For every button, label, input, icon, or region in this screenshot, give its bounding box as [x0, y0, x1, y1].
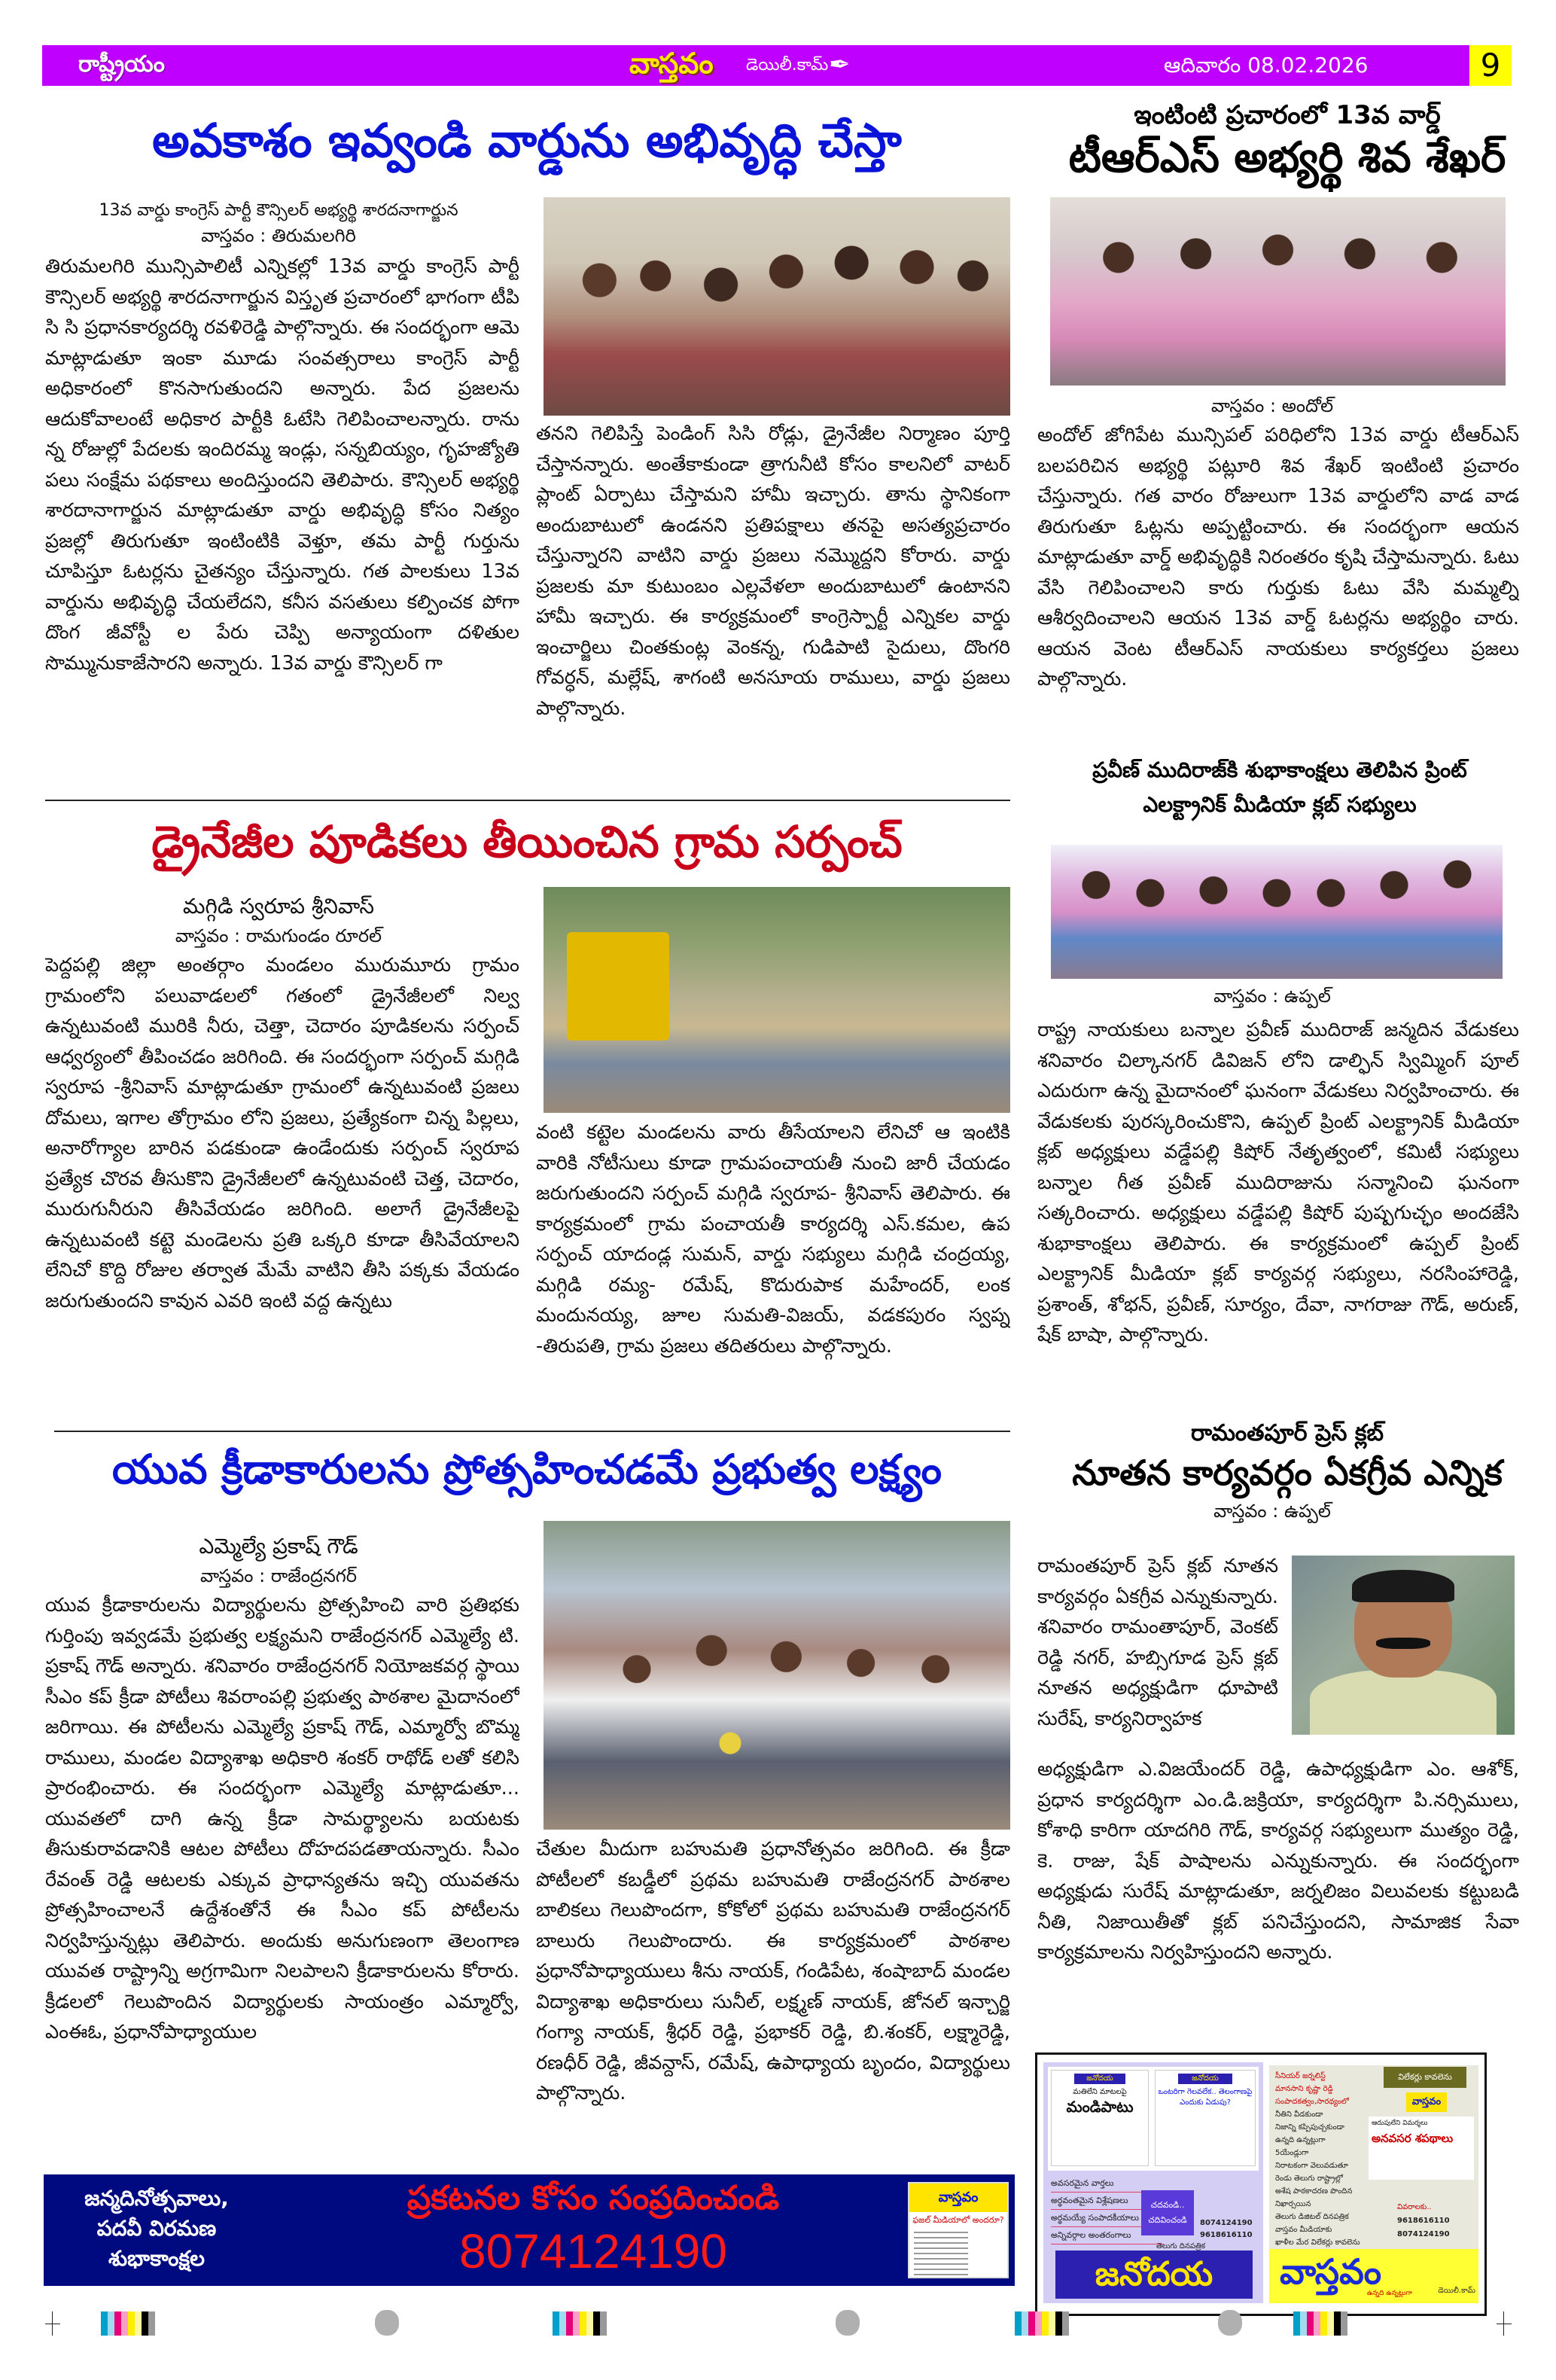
- ad-newspaper-thumbnail: [908, 2182, 1009, 2278]
- registration-oval: [375, 2310, 399, 2336]
- janodaya-paper-2-logo: జనోదయ: [1178, 2074, 1232, 2084]
- article-1-headline: అవకాశం ఇవ్వండి వార్డును అభివృద్ధి చేస్తా: [152, 113, 902, 168]
- janodaya-phone[interactable]: 8074124190: [1200, 2219, 1253, 2227]
- article-6-photo: [544, 1521, 1010, 1830]
- janodaya-paper-1-kicker: మతిలేని మాటలపై: [1073, 2088, 1127, 2096]
- vastavam-logo-text: వాస్తవం: [1280, 2251, 1382, 2292]
- vastavam-line: నీతిని వీడకుండా: [1275, 2110, 1323, 2119]
- crop-mark-icon: [45, 2311, 60, 2336]
- vastavam-wanted-badge: విలేకర్లు కావలెను: [1384, 2067, 1466, 2088]
- newspaper-logo: వాస్తవం: [629, 47, 714, 80]
- article-2-headline: టీఆర్ఎస్ అభ్యర్థి శివ శేఖర్: [1068, 133, 1506, 182]
- divider: [54, 1431, 1010, 1432]
- article-6-body-col2: చేతుల మీదుగా బహుమతి ప్రధానోత్సవం జరిగింది. ఈ క్రీడా పోటీలలో కబడ్డీలో ప్రథమ బహుమతి రాజేంద్రనగర్ పాఠశాల బాలికలు గెలుపొందగా, కోకోలో ప్రథమ బహుమతి రాజేంద్రనగర్ బాలురు గెలుపొందారు. ఈ కార్యక్రమంలో పాఠశాల ప్రధానోపాధ్యాయులు శీను నాయక్, గండిపేట, శంషాబాద్ మండల విద్యాశాఖ అధికారులు సునీల్, లక్ష్మణ్ నాయక్, జోనల్ ఇన్చార్జి గంగ్యా నాయక్, శ్రీధర్ రెడ్డి, ప్రభాకర్ రెడ్డి, బి.శంకర్, లక్ష్మారెడ్డి, రణధీర్ రెడ్డి, జీవన్దాస్, రమేష్, ఉపాధ్యాయ బృందం, విద్యార్థులు పాల్గొన్నారు.: [536, 1838, 1010, 2104]
- article-5-body-beside-photo: రామంతపూర్ ప్రెస్ క్లబ్ నూతన కార్యవర్గం ఏకగ్రీవ ఎన్నుకున్నారు. శనివారం రామంతాపూర్, వెంకట్ రెడ్డి నగర్, హబ్సిగూడ ప్రెస్ క్లబ్ నూతన అధ్యక్షుడిగా ధూపాటి సురేష్, కార్యనిర్వాహక: [1037, 1555, 1278, 1730]
- pen-nib-icon: ✒: [829, 50, 851, 80]
- ad-occasion-line: శుభాకాంక్షల: [108, 2246, 205, 2271]
- janodaya-paper-2-headline: ఒంటరిగా గెలవలేక.. తెలంగాణపై ఎందుకు ఏడుపు?: [1158, 2088, 1253, 2107]
- article-4-dateline: వాస్తవం : రామగుండం రూరల్: [175, 925, 382, 946]
- article-4-headline: డ్రైనేజీల పూడికలు తీయించిన గ్రామ సర్పంచ్: [151, 816, 903, 867]
- masthead: [42, 45, 1512, 86]
- ad-thumb-logo: వాస్తవం: [909, 2183, 1007, 2212]
- article-3-photo: [1051, 845, 1503, 979]
- article-1-subhead: 13వ వార్డు కాంగ్రెస్ పార్టీ కౌన్సిలర్ అభ్యర్థి శారదనాగార్జున: [99, 201, 458, 220]
- article-3-body: రాష్ట్ర నాయకులు బన్నాల ప్రవీణ్ ముదిరాజ్ జన్మదిన వేడుకలు శనివారం చిల్కానగర్ డివిజన్ లోని డాల్ఫిన్ స్విమ్మింగ్ పూల్ ఎదురుగా ఉన్న మైదానంలో ఘనంగా వేడుకలు నిర్వహించారు. ఈ వేడుకలకు పురస్కరించుకొని, ఉప్పల్ ప్రింట్ ఎలక్ట్రానిక్ మీడియా క్లబ్ అధ్యక్షులు వడ్డేపల్లి కిషోర్ నేతృత్వంలో, కమిటీ సభ్యులు బన్నాల గీత ప్రవీణ్ ముదిరాజును సన్మానించి ఘనంగా సత్కరించారు. అధ్యక్షులు వడ్డేపల్లి కిషోర్ పుష్పగుచ్ఛం అందజేసి శుభాకాంక్షలు తెలిపారు. ఈ కార్యక్రమంలో ఉప్పల్ ప్రింట్ ఎలక్ట్రానిక్ మీడియా క్లబ్ కార్యవర్గ సభ్యులు, నరసింహారెడ్డి, ప్రశాంత్, శోభన్, ప్రవీణ్, సూర్యం, దేవా, నాగరాజు గౌడ్, అరుణ్, షేక్ బాషా, పాల్గొన్నారు.: [1037, 1019, 1519, 1346]
- janodaya-feature: అవసరమైన వార్తలు: [1051, 2175, 1164, 2193]
- vastavam-news-kicker: ఆదుపులేని విమర్శలు: [1372, 2119, 1428, 2127]
- article-1-body-col1: తిరుమలగిరి మున్సిపాలిటీ ఎన్నికల్లో 13వ వార్డు కాంగ్రెస్ పార్టీ కౌన్సిలర్ అభ్యర్థి శారదనాగార్జున విస్తృత ప్రచారంలో భాగంగా టీపి సి సి ప్రధానకార్యదర్శి రవళిరెడ్డి పాల్గొన్నారు. ఈ సందర్భంగా ఆమె మాట్లాడుతూ ఇంకా మూడు సంవత్సరాలు కాంగ్రెస్ పార్టీ అధికారంలో కొనసాగుతుందని అన్నారు. పేద ప్రజలను ఆదుకోవాలంటే అధికార పార్టీకి ఓటేసి గెలిపించాలన్నారు. రాను న్న రోజుల్లో పేదలకు ఇందిరమ్మ ఇండ్లు, సన్నబియ్యం, గృహజ్యోతి పలు సంక్షేమ పథకాలు అందిస్తుందని తెలిపారు. కౌన్సిలర్ అభ్యర్థి శారదానాగార్జున మాట్లాడుతూ వార్డు అభివృద్ధి కోసం నిత్యం ప్రజల్లో తిరుగుతూ ఇంటింటికి వెళ్తూ, తమ పార్టీ గుర్తును చూపిస్తూ ఓటర్లను చైతన్యం చేస్తున్నారు. గత పాలకులు 13వ వార్డును అభివృద్ధి చేయలేదని, కనీస వసతులు కల్పించక పోగా దొంగ జీవోస్టీ ల పేరు చెప్పి అన్యాయంగా దళితుల సొమ్మునుకాజేసారని అన్నారు. 13వ వార్డు కౌన్సిలర్ గా: [45, 255, 519, 675]
- vastavam-line: అశేష పాఠకాదరణ పొందిన: [1275, 2187, 1353, 2196]
- article-2-kicker: ఇంటింటి ప్రచారంలో 13వ వార్డ్: [1134, 100, 1441, 130]
- ad-phone-number[interactable]: 8074124190: [459, 2224, 727, 2278]
- janodaya-logo: జనోదయ: [1055, 2250, 1253, 2299]
- vastavam-line: సీనియర్ జర్నలిస్ట్: [1275, 2072, 1326, 2080]
- registration-oval: [836, 2310, 860, 2336]
- janodaya-paper-1: [1051, 2070, 1149, 2166]
- janodaya-label: తెలుగు దినపత్రిక: [1156, 2242, 1206, 2250]
- article-3-dateline: వాస్తవం : ఉప్పల్: [1213, 986, 1331, 1007]
- janodaya-paper-2: [1155, 2070, 1256, 2166]
- article-4-body-col1: పెద్దపల్లి జిల్లా అంతర్గాం మండలం మురుమూరు గ్రామం గ్రామంలోని పలువాడలలో గతంలో డ్రైనేజీలలో నిల్వ ఉన్నటువంటి మురికి నీరు, చెత్తా, చెదారం పూడికలను సర్పంచ్ ఆధ్వర్యంలో తీపించడం జరిగింది. ఈ సందర్భంగా సర్పంచ్ మగ్గిడి స్వరూప -శ్రీనివాస్ మాట్లాడుతూ గ్రామంలో ఉన్నటువంటి ప్రజలు దోమలు, ఇగాల తోగ్రామం లోని ప్రజలు, ప్రత్యేకంగా చిన్న పిల్లలు, అనారోగ్యాల బారిన పడకుండా ఉండేందుకు సర్పంచ్ స్వరూప ప్రత్యేక చొరవ తీసుకొని డ్రైనేజీలలో ఉన్నటువంటి చెత్త, చెదారం, మురుగునీరుని తీసివేయడం జరిగింది. అలాగే డ్రైనేజీలపై ఉన్నటువంటి కట్టె మండెలను ప్రతి ఒక్కరి కూడా తీసివేయాలని లేనిచో కొద్ది రోజుల తర్వాత మేమే వాటిని తీసి పక్కకు వేయడం జరుగుతుందని కావున ఎవరి ఇంటి వద్ద ఉన్నటు: [45, 954, 519, 1312]
- article-5-dateline: వాస్తవం : ఉప్పల్: [1213, 1501, 1331, 1522]
- vastavam-tagline: ఉన్నది ఉన్నట్లుగా: [1367, 2290, 1412, 2297]
- color-bar: [101, 2311, 155, 2336]
- article-1-dateline: వాస్తవం : తిరుమలగిరి: [201, 225, 356, 246]
- article-6-dateline: వాస్తవం : రాజేంద్రనగర్: [199, 1565, 358, 1586]
- advertisement-banner: [44, 2174, 1015, 2286]
- article-1-photo: [544, 197, 1010, 416]
- vastavam-line: ఖాళీల మేర విలేకర్లు కావలెను: [1275, 2238, 1360, 2247]
- janodaya-read-callout: చదవండి.. చదివించండి: [1141, 2190, 1194, 2235]
- article-6-body-col1: యువ క్రీడాకారులను విద్యార్థులను ప్రోత్సహించి వారి ప్రతిభకు గుర్తింపు ఇవ్వడమే ప్రభుత్వ లక్ష్యమని రాజేంద్రనగర్ ఎమ్మెల్యే టి. ప్రకాష్ గౌడ్ అన్నారు. శనివారం రాజేంద్రనగర్ నియోజకవర్గ స్థాయి సీఎం కప్ క్రీడా పోటీలు శివరాంపల్లి ప్రభుత్వ పాఠశాల మైదానంలో జరిగాయి. ఈ పోటీలను ఎమ్మెల్యే ప్రకాష్ గౌడ్, ఎమ్మార్వో బొమ్మ రాములు, మండల విద్యాశాఖ అధికారి శంకర్ రాథోడ్ లతో కలిసి ప్రారంభించారు. ఈ సందర్భంగా ఎమ్మెల్యే మాట్లాడుతూ... యువతలో దాగి ఉన్న క్రీడా సామర్థ్యాలను బయటకు తీసుకురావడానికి ఆటల పోటీలు దోహదపడతాయన్నారు. సీఎం రేవంత్ రెడ్డి ఆటలకు ఎక్కువ ప్రాధాన్యతను ఇచ్చి యువతను ప్రోత్సహించాలనే ఉద్దేశంతోనే ఈ సీఎం కప్ పోటీలను నిర్వహిస్తున్నట్లు తెలిపారు. అందుకు అనుగుణంగా తెలంగాణ యువత రాష్ట్రాన్ని అగ్రగామిగా నిలపాలని క్రీడాకారులను కోరారు. క్రీడలలో గెలుపొందిన విద్యార్థులకు సాయంత్రం ఎమ్మార్వో, ఎంఈఓ, ప్రధానోపాధ్యాయుల: [45, 1594, 519, 2043]
- vastavam-line: నిఖార్సయిన: [1275, 2200, 1311, 2208]
- janodaya-ad: [1043, 2062, 1263, 2303]
- vastavam-news-clip: [1369, 2116, 1474, 2180]
- janodaya-feature: అన్నివర్గాల అంతరంగాలు: [1051, 2227, 1164, 2244]
- vastavam-line: 5యేండ్లుగా: [1275, 2149, 1309, 2157]
- ad-occasions: [66, 2183, 247, 2274]
- registration-oval: [1218, 2310, 1242, 2336]
- vastavam-contact: [1397, 2201, 1450, 2241]
- article-5-portrait-photo: [1292, 1556, 1515, 1735]
- article-4-photo: [544, 887, 1010, 1113]
- article-3-headline: ప్రవీణ్ ముదిరాజ్‌కి శుభాకాంక్షలు తెలిపిన ప్రింట్ ఎలక్ట్రానిక్ మీడియా క్లబ్ సభ్యులు: [1092, 757, 1467, 817]
- janodaya-phones: [1200, 2217, 1253, 2241]
- article-4-subhead: మగ్గిడి స్వరూప శ్రీనివాస్: [182, 894, 375, 919]
- vastavam-ad-text: [1275, 2070, 1373, 2249]
- ad-occasion-line: పదవీ విరమణ: [96, 2216, 217, 2241]
- newspaper-logo-sub: డెయిలీ.కామ్: [746, 56, 829, 75]
- vastavam-line: నిజాన్ని కప్పిపుచ్చకుండా: [1275, 2123, 1344, 2132]
- ad-thumb-text-lines: [914, 2232, 968, 2277]
- color-bar: [1015, 2311, 1069, 2336]
- ad-occasion-line: జన్మదినోత్సవాలు,: [84, 2186, 229, 2211]
- article-4-body-col2: వంటి కట్టెల మండలను వారు తీసేయాలని లేనిచో ఆ ఇంటికి వారికి నోటీసులు కూడా గ్రామపంచాయతీ నుంచి జారీ చేయడం జరుగుతుందని సర్పంచ్ మగ్గిడి స్వరూప- శ్రీనివాస్ తెలిపారు. ఈ కార్యక్రమంలో గ్రామ పంచాయతీ కార్యదర్శి ఎస్.కమల, ఉప సర్పంచ్ యాదండ్ల సుమన్, వార్డు సభ్యులు మగ్గిడి చంద్రయ్య, మగ్గిడి రమ్య- రమేష్, కొదురుపాక మహేందర్, లంక మందునయ్య, జూల సుమతి-విజయ్, వడకపురం స్వప్న -తిరుపతి, గ్రామ ప్రజలు తదితరులు పాల్గొన్నారు.: [536, 1121, 1010, 1358]
- janodaya-paper-1-headline: మండిపాటు: [1066, 2098, 1134, 2116]
- vastavam-line: రెండు తెలుగు రాష్ట్రాల్లో: [1275, 2174, 1343, 2183]
- article-1-body-col2: తనని గెలిపిస్తే పెండింగ్ సిసి రోడ్లు, డ్రైనేజీల నిర్మాణం పూర్తి చేస్తానన్నారు. అంతేకాకుండా త్రాగునీటి కోసం కాలనిలో వాటర్ ప్లాంట్ ఏర్పాటు చేస్తామని హామీ ఇచ్చారు. తాను స్థానికంగా అందుబాటులో ఉండనని ప్రతిపక్షాలు తనపై అసత్యప్రచారం చేస్తున్నారని వాటిని వార్డు ప్రజలు నమ్మొద్దని కోరారు. వార్డు ప్రజలకు మా కుటుంబం ఎల్లవేళలా అందుబాటులో ఉంటానని హామీ ఇచ్చారు. ఈ కార్యక్రమంలో కాంగ్రెస్పార్టీ ఎన్నికల వార్డు ఇంచార్జిలు చింతకుంట్ల వెంకన్న, గుడిపాటి సైదులు, దొంగరి గోవర్ధన్, మల్లేష్, శాగంటి అనసూయ రాములు, వార్డు ప్రజలు పాల్గొన్నారు.: [536, 422, 1010, 720]
- vastavam-line: మానసాని కృష్ణా రెడ్డి: [1275, 2085, 1333, 2093]
- vastavam-line: నిరాటకంగా వెలువడుతూ: [1275, 2162, 1348, 2170]
- vastavam-phone[interactable]: 8074124190: [1397, 2230, 1450, 2238]
- article-2-body: అందోల్ జోగిపేట మున్సిపల్ పరిధిలోని 13వ వార్డు టీఆర్ఎస్ బలపరిచిన అభ్యర్థి పట్లూరి శివ శేఖర్ ఇంటింటి ప్రచారం చేస్తున్నారు. గత వారం రోజులుగా 13వ వార్డులోని వాడ వాడ తిరుగుతూ ఓట్లను అప్పట్టించారు. ఈ సందర్భంగా ఆయన మాట్లాడుతూ వార్డ్ అభివృద్ధికి నిరంతరం కృషి చేస్తామన్నారు. ఓటు వేసి గెలిపించాలని కారు గుర్తుకు ఓటు వేసి మమ్మల్ని ఆశీర్వదించాలని ఆయన 13వ వార్డ్ ఓటర్లను అభ్యర్థిం చారు. ఆయన వెంట టీఆర్ఎస్ నాయకులు కార్యకర్తలు ప్రజలు పాల్గొన్నారు.: [1037, 424, 1519, 690]
- vastavam-ad: [1269, 2065, 1478, 2303]
- crop-mark-icon: [1497, 2311, 1512, 2336]
- article-6-subhead: ఎమ్మెల్యే ప్రకాష్ గౌడ్: [199, 1534, 358, 1559]
- color-bar: [553, 2311, 607, 2336]
- color-bar: [1293, 2311, 1347, 2336]
- vastavam-line: తెలుగు డిజిటల్ దినపత్రిక: [1275, 2213, 1349, 2221]
- janodaya-paper-samples: [1048, 2067, 1259, 2171]
- janodaya-paper-1-logo: జనోదయ: [1074, 2074, 1125, 2084]
- ad-contact: [292, 2176, 894, 2281]
- vastavam-logo: [1269, 2249, 1478, 2303]
- janodaya-feature: అర్థమయ్యే సంపాదకీయాలు: [1051, 2210, 1164, 2227]
- article-5-body: అధ్యక్షుడిగా ఎ.విజయేందర్ రెడ్డి, ఉపాధ్యక్షుడిగా ఎం. ఆశోక్, ప్రధాన కార్యదర్శిగా ఎం.డి.జక్రియా, కార్యదర్శిగా పి.నర్సిములు, కోశాధి కారిగా యాదగిరి గౌడ్, కార్యవర్గ సభ్యులుగా ముత్యం రెడ్డి, కె. రాజు, షేక్ పాషాలను ఎన్నుకున్నారు. ఈ సందర్భంగా అధ్యక్షుడు సురేష్ మాట్లాడుతూ, జర్నలిజం విలువలకు కట్టుబడి నీతి, నిజాయితీతో క్లబ్ పనిచేస్తుందని, సామాజిక సేవా కార్యక్రమాలను నిర్వహిస్తుందని అన్నారు.: [1037, 1758, 1519, 1964]
- janodaya-phone[interactable]: 9618616110: [1200, 2231, 1253, 2239]
- vastavam-news-headline: అనవసర శపథాలు: [1372, 2132, 1454, 2145]
- article-6-headline: యువ క్రీడాకారులను ప్రోత్సహించడమే ప్రభుత్వ లక్ష్యం: [111, 1446, 942, 1493]
- section-label: రాష్ట్రీయం: [78, 51, 165, 78]
- vastavam-line: ఉన్నది ఉన్నట్లుగా: [1275, 2136, 1326, 2144]
- vastavam-mini-logo: వాస్తవం: [1406, 2092, 1447, 2112]
- ad-thumb-headline: ఫజల్ మీడియాలో అందరూ?: [912, 2215, 1004, 2225]
- issue-date: ఆదివారం 08.02.2026: [1164, 53, 1369, 78]
- vastavam-line: వాస్తవం మీడియాకు: [1275, 2226, 1332, 2234]
- vastavam-line: సంపాదకత్వం,సారథ్యంలో: [1275, 2098, 1349, 2106]
- vastavam-contact-label: వివరాలకు..: [1397, 2203, 1432, 2211]
- divider: [45, 800, 1010, 801]
- ad-headline: ప్రకటనల కోసం సంప్రదించండి: [407, 2179, 780, 2217]
- print-registration-marks: [44, 2311, 1519, 2337]
- article-2-photo: [1050, 197, 1506, 385]
- advertisement-box: [1035, 2052, 1487, 2316]
- article-5-headline: నూతన కార్యవర్గం ఏకగ్రీవ ఎన్నిక: [1072, 1452, 1503, 1493]
- article-5-kicker: రామంతపూర్ ప్రెస్ క్లబ్: [1191, 1420, 1384, 1446]
- vastavam-logo-sub: డెయిలీ.కామ్: [1438, 2287, 1475, 2295]
- article-2-dateline: వాస్తవం : అందోల్: [1210, 395, 1334, 416]
- vastavam-phone[interactable]: 9618616110: [1397, 2217, 1450, 2225]
- page-number: 9: [1469, 45, 1512, 86]
- janodaya-feature: అర్థవంతమైన విశ్లేషణలు: [1051, 2193, 1164, 2210]
